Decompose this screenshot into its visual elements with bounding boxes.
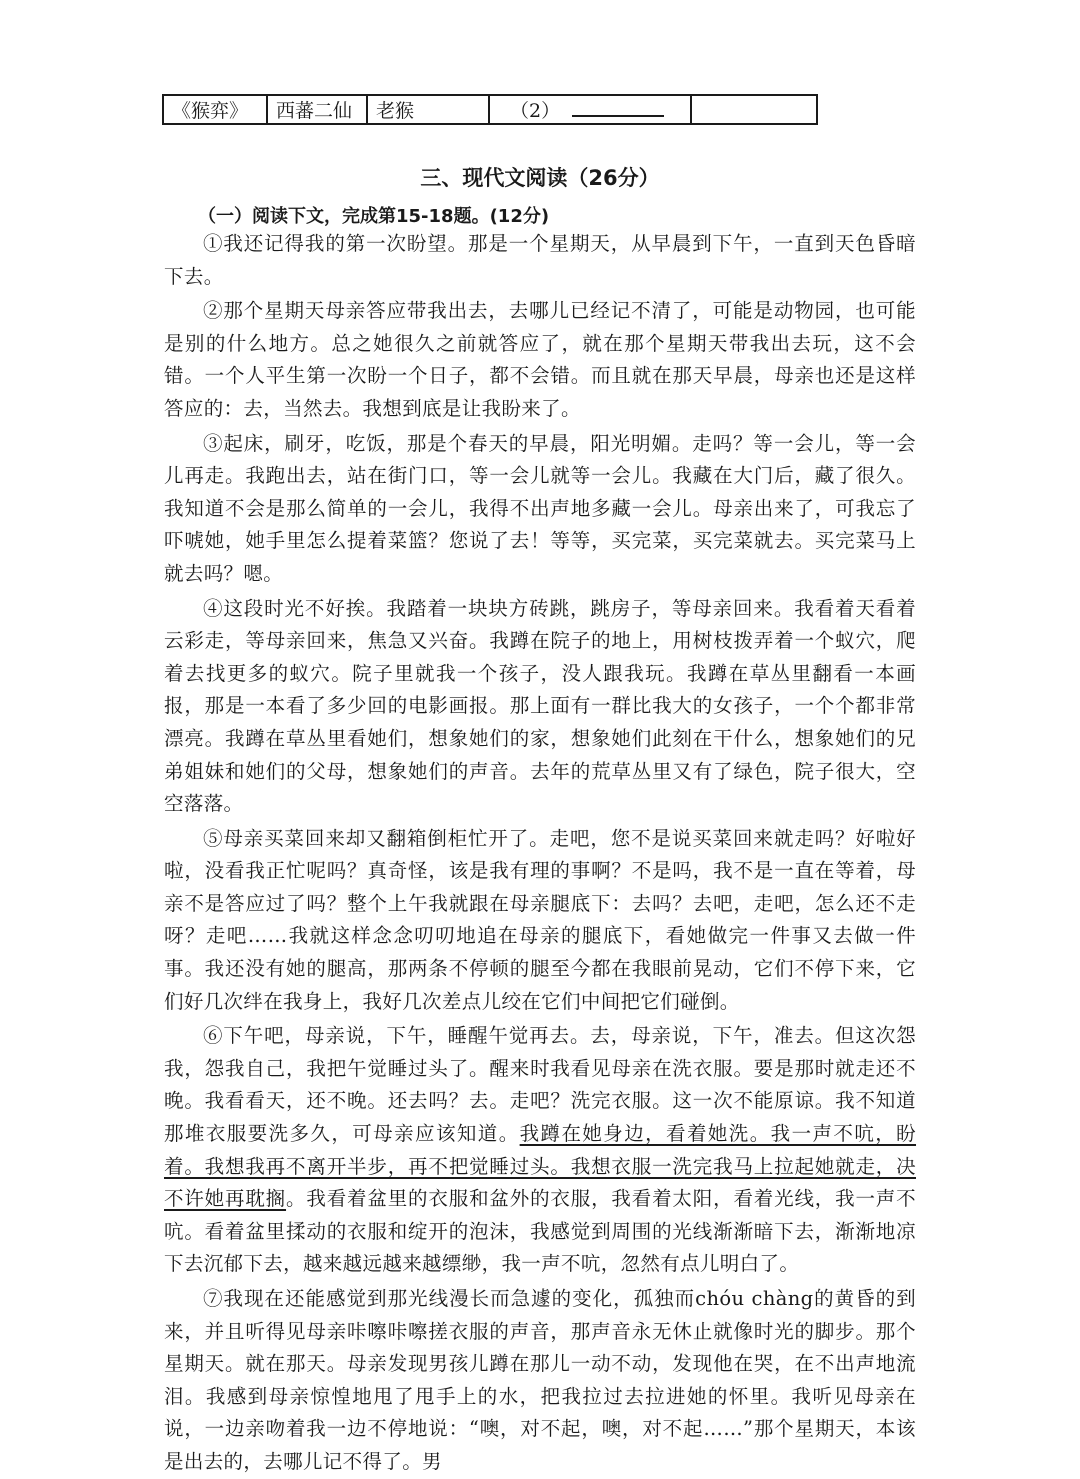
paragraph-4: ④这段时光不好挨。我踏着一块块方砖跳，跳房子，等母亲回来。我看着天看着云彩走，等母亲回来，焦急又兴奋。我蹲在院子的地上，用树枝拨弄着一个蚁穴，爬着去找更多的蚁穴。院子里就我一个孩子，没人跟我玩。我蹲在草丛里翻看一本画报，那是一本看了多少回的电影画报。那上面有一群比我大的女孩子，一个个都非常漂亮。我蹲在草丛里看她们，想象她们的家，想象她们此刻在干什么，想象她们的兄弟姐妹和她们的父母，想象她们的声音。去年的荒草丛里又有了绿色，院子很大，空空落落。 — [164, 596, 916, 816]
sub-title: （一）阅读下文，完成第15-18题。(12分) — [198, 206, 550, 227]
underlined-sentence: 我蹲在她身边，看着她洗。我一声不吭，盼着。我想我再不离开半步，再不把觉睡过头。我想衣服一洗完我马上拉起她就走，决不许她再耽搁 — [164, 1122, 917, 1211]
paragraph-5: ⑤母亲买菜回来却又翻箱倒柜忙开了。走吧，您不是说买菜回来就走吗？好啦好啦，没看我正忙呢吗？真奇怪，该是我有理的事啊？不是吗，我不是一直在等着，母亲不是答应过了吗？整个上午我就跟在母亲腿底下：去吗？去吧，走吧，怎么还不走呀？走吧……我就这样念念叨叨地追在母亲的腿底下，看她做完一件事又去做一件事。我还没有她的腿高，那两条不停顿的腿至今都在我眼前晃动，它们不停下来，它们好几次绊在我身上，我好几次差点儿绞在它们中间把它们碰倒。 — [164, 826, 916, 1013]
paragraph-7: ⑦我现在还能感觉到那光线漫长而急遽的变化，孤独而chóu chàng的黄昏的到来，并且听得见母亲咔嚓咔嚓搓衣服的声音，那声音永无休止就像时光的脚步。那个星期天。就在那天。母亲发现男孩儿蹲在那儿一动不动，发现他在哭，在不出声地流泪。我感到母亲惊惶地甩了甩手上的水，把我拉过去拉进她的怀里。我听见母亲在说，一边亲吻着我一边不停地说：“噢，对不起，噢，对不起……”那个星期天，本该是出去的，去哪儿记不得了。男 — [164, 1287, 916, 1473]
table-row — [163, 95, 817, 124]
paragraph-6-start: ⑥下午吧，母亲说，下午，睡醒午觉再去。去，母亲说，下午，准去。但这次怨我，怨我自己，我把午觉睡过头了。醒来时我看见母亲在洗衣服。要是那时就走还不晚。我看看天，还不晚。还去吗？去。走吧？洗完衣服。这一次不能原谅。我不知道那堆衣服要洗多久，可母亲应该知道。 — [164, 1024, 916, 1146]
table-cell-author: 西蕃二仙 — [267, 95, 367, 124]
paragraph-6-end: 。我看着盆里的衣服和盆外的衣服，我看着太阳，看着光线，我一声不吭。看着盆里揉动的衣服和绽开的泡沫，我感觉到周围的光线渐渐暗下去，渐渐地凉下去沉郁下去，越来越远越来越缥缈，我一声不吭，忽然有点儿明白了。 — [164, 1187, 916, 1276]
question-number: （2） — [510, 100, 561, 122]
paragraph-3: ③起床，刷牙，吃饭，那是个春天的早晨，阳光明媚。走吗？等一会儿，等一会儿再走。我跑出去，站在街门口，等一会儿就等一会儿。我藏在大门后，藏了很久。我知道不会是那么简单的一会儿，我得不出声地多藏一会儿。母亲出来了，可我忘了吓唬她，她手里怎么提着菜篮？您说了去！等等，买完菜，买完菜就去。买完菜马上就去吗？嗯。 — [164, 431, 916, 585]
table-cell-answer — [489, 95, 691, 124]
answer-blank — [572, 97, 664, 117]
table-cell-title: 《猴弈》 — [163, 95, 267, 124]
reading-passage — [164, 228, 916, 1479]
table-cell-empty — [691, 95, 817, 124]
paragraph-2: ②那个星期天母亲答应带我出去，去哪儿已经记不清了，可能是动物园，也可能是别的什么地方。总之她很久之前就答应了，就在那个星期天带我出去玩，这不会错。一个人平生第一次盼一个日子，都不会错。而且就在那天早晨，母亲也还是这样答应的：去，当然去。我想到底是让我盼来了。 — [164, 299, 916, 420]
paragraph-1: ①我还记得我的第一次盼望。那是一个星期天，从早晨到下午，一直到天色昏暗下去。 — [164, 232, 916, 288]
paragraph-6 — [164, 1020, 916, 1281]
table-cell-character: 老猴 — [367, 95, 489, 124]
section-title: 三、现代文阅读（26分） — [420, 166, 660, 190]
info-table — [162, 94, 818, 125]
